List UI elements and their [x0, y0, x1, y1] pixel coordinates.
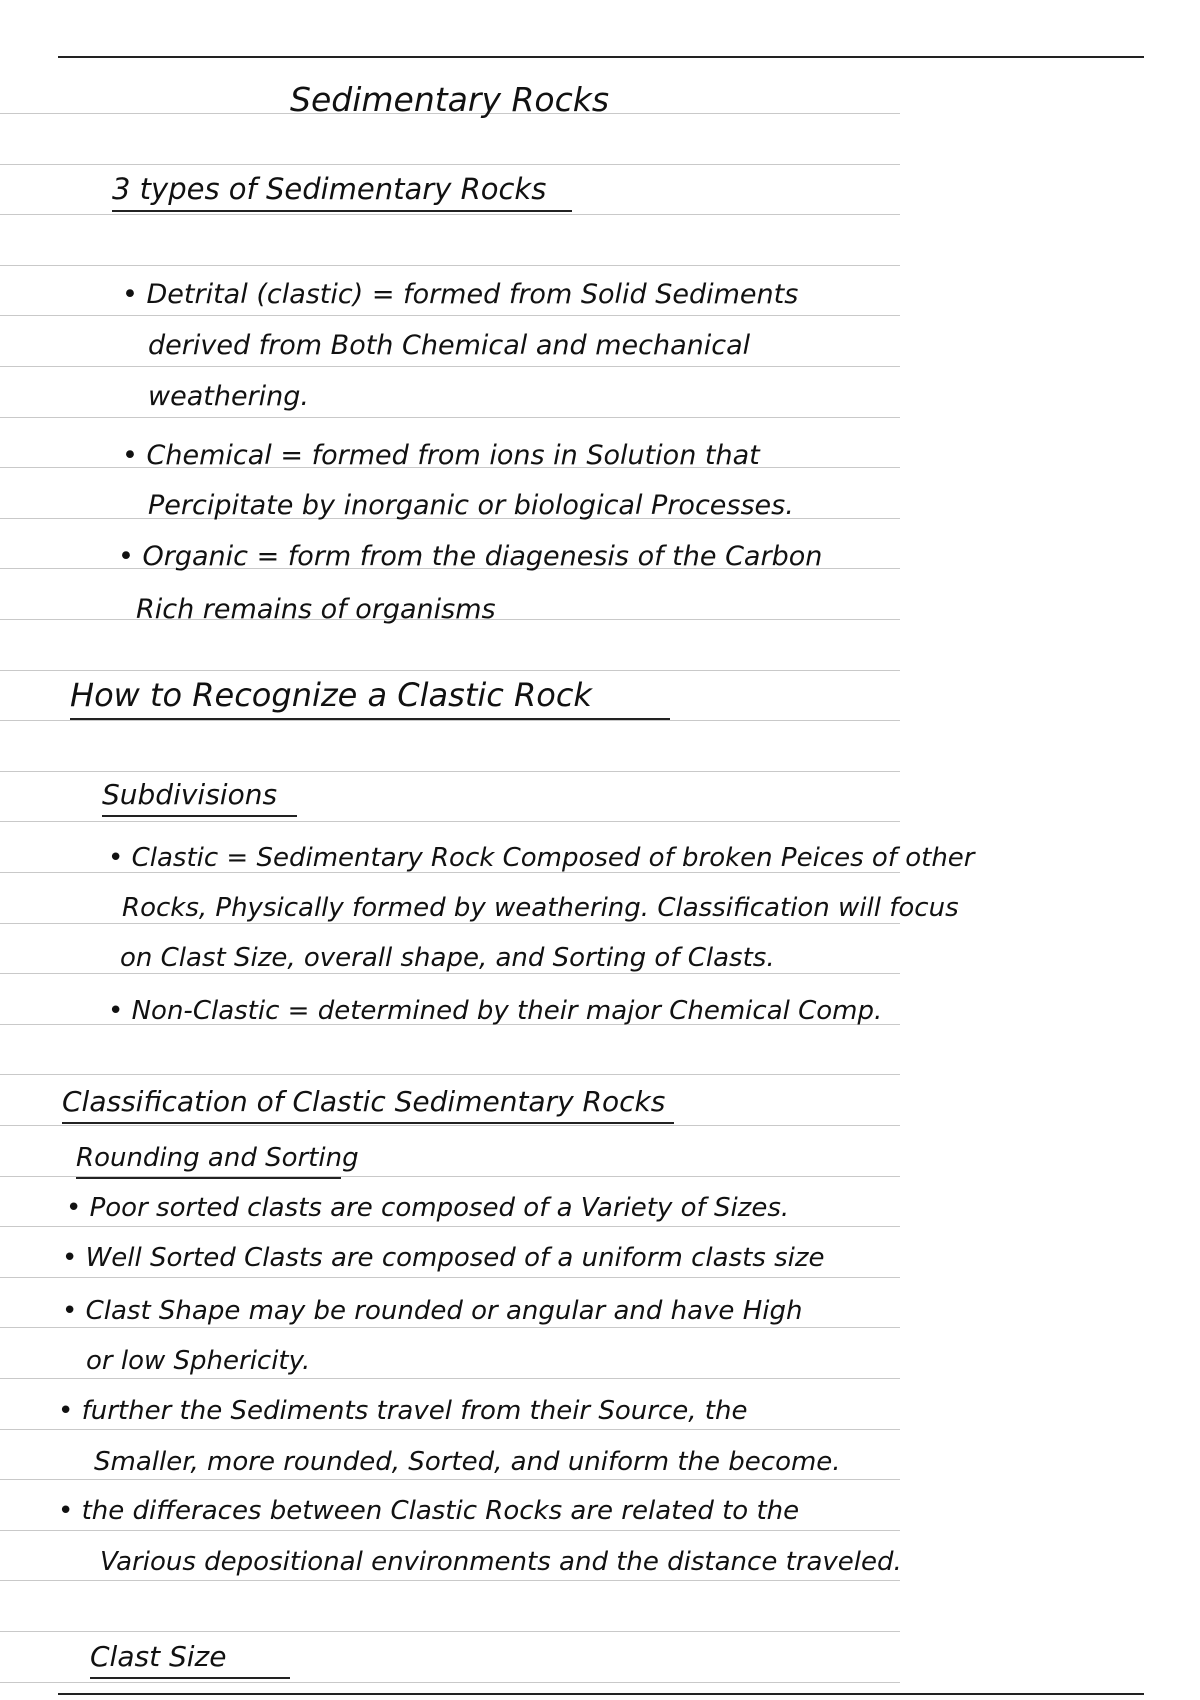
- ruled-line: [0, 1479, 900, 1480]
- bullet-travel-line-2: Smaller, more rounded, Sorted, and uniform the become.: [94, 1447, 841, 1477]
- bullet-chemical-line-2: Percipitate by inorganic or biological Processes.: [148, 490, 794, 521]
- ruled-line: [0, 1580, 900, 1581]
- bullet-detrital-line-3: weathering.: [148, 381, 309, 412]
- bullet-clast-shape-line-2: or low Sphericity.: [86, 1346, 311, 1376]
- page-title: Sedimentary Rocks: [290, 80, 610, 119]
- bullet-organic-line-1: • Organic = form from the diagenesis of the Carbon: [118, 541, 823, 572]
- bullet-organic-line-2: Rich remains of organisms: [136, 594, 496, 625]
- bullet-travel-line-1: • further the Sediments travel from their Source, the: [58, 1396, 748, 1426]
- bullet-clastic-line-3: on Clast Size, overall shape, and Sorting of Clasts.: [120, 943, 775, 973]
- ruled-line: [0, 821, 900, 822]
- bullet-differences-line-2: Various depositional environments and the distance traveled.: [100, 1547, 902, 1577]
- ruled-line: [0, 1327, 900, 1328]
- ruled-line: [0, 1277, 900, 1278]
- ruled-line: [0, 417, 900, 418]
- ruled-line: [0, 265, 900, 266]
- subheading-rounding-sorting: Rounding and Sorting: [76, 1143, 341, 1179]
- ruled-line: [0, 214, 900, 215]
- bullet-well-sorted: • Well Sorted Clasts are composed of a uniform clasts size: [62, 1243, 825, 1273]
- section-heading-classification: Classification of Clastic Sedimentary Rocks: [62, 1085, 674, 1124]
- bullet-clastic-line-2: Rocks, Physically formed by weathering. Classification will focus: [122, 893, 959, 923]
- ruled-line: [0, 973, 900, 974]
- ruled-line: [0, 670, 900, 671]
- ruled-line: [0, 1682, 900, 1683]
- section-heading-clast-size: Clast Size: [90, 1640, 290, 1679]
- ruled-line: [0, 366, 900, 367]
- bullet-clastic-line-1: • Clastic = Sedimentary Rock Composed of broken Peices of other: [108, 843, 975, 873]
- ruled-line: [0, 164, 900, 165]
- bullet-poor-sorted: • Poor sorted clasts are composed of a Variety of Sizes.: [66, 1193, 790, 1223]
- section-heading-types: 3 types of Sedimentary Rocks: [112, 172, 572, 212]
- ruled-line: [0, 1631, 900, 1632]
- ruled-line: [0, 1378, 900, 1379]
- section-heading-recognize: How to Recognize a Clastic Rock: [70, 676, 670, 720]
- bullet-differences-line-1: • the differaces between Clastic Rocks are related to the: [58, 1496, 800, 1526]
- bottom-rule: [58, 1693, 1144, 1695]
- bullet-nonclastic-line-1: • Non-Clastic = determined by their major Chemical Comp.: [108, 996, 883, 1026]
- bullet-detrital-line-2: derived from Both Chemical and mechanical: [148, 330, 751, 361]
- bullet-chemical-line-1: • Chemical = formed from ions in Solution that: [122, 440, 760, 471]
- ruled-line: [0, 315, 900, 316]
- ruled-line: [0, 1125, 900, 1126]
- subheading-subdivisions: Subdivisions: [102, 778, 297, 817]
- ruled-line: [0, 1429, 900, 1430]
- top-rule: [58, 56, 1144, 58]
- ruled-line: [0, 1226, 900, 1227]
- ruled-line: [0, 720, 900, 721]
- ruled-line: [0, 1074, 900, 1075]
- bullet-detrital-line-1: • Detrital (clastic) = formed from Solid Sediments: [122, 279, 799, 310]
- ruled-line: [0, 771, 900, 772]
- bullet-clast-shape-line-1: • Clast Shape may be rounded or angular and have High: [62, 1296, 803, 1326]
- ruled-line: [0, 1530, 900, 1531]
